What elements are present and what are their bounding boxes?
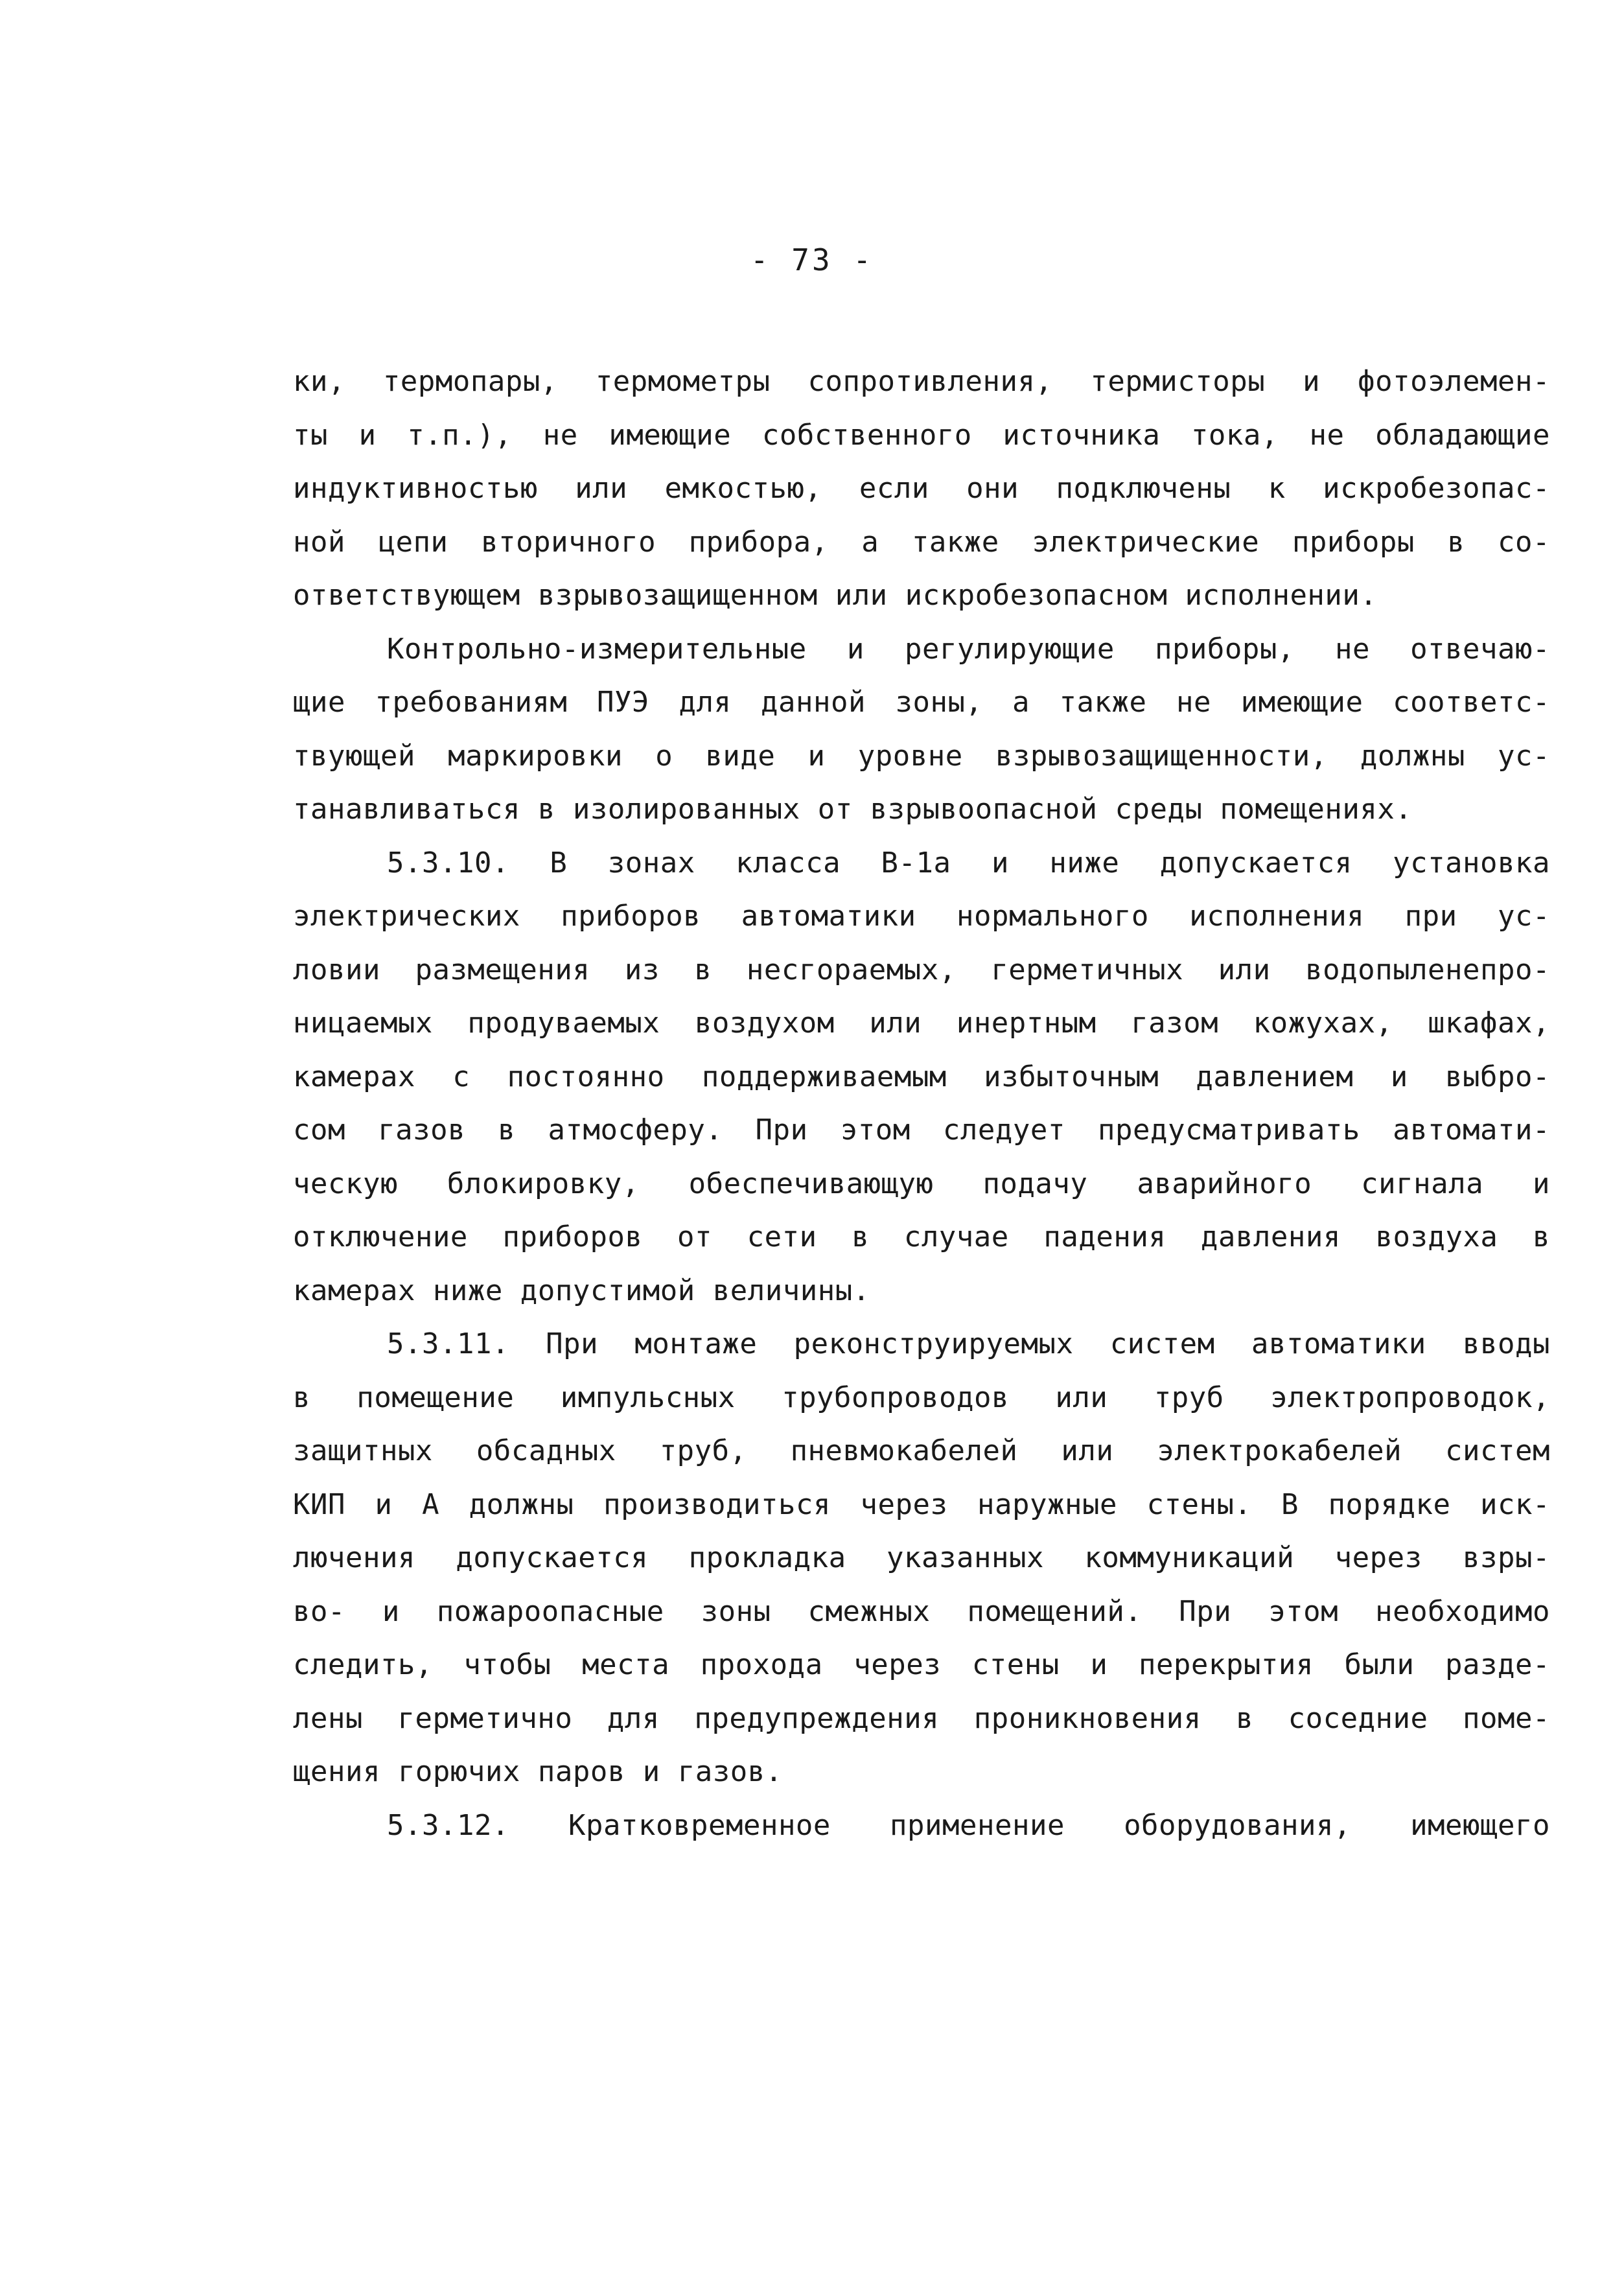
text-line: лены герметично для предупреждения проникновения в соседние поме- [293,1701,1550,1735]
text-line: щения горючих паров и газов. [293,1755,783,1788]
text-line: во- и пожароопасные зоны смежных помещений. При этом необходимо [293,1594,1550,1628]
text-line: ной цепи вторичного прибора, а также электрические приборы в со- [293,525,1550,559]
text-line: ческую блокировку, обеспечивающую подачу аварийного сигнала и [293,1167,1550,1200]
text-line: камерах ниже допустимой величины. [293,1274,870,1307]
text-line: следить, чтобы места прохода через стены и перекрытия были разде- [293,1648,1550,1681]
text-line: щие требованиям ПУЭ для данной зоны, а также не имеющие соответс- [293,686,1550,719]
text-line: электрических приборов автоматики нормального исполнения при ус- [293,900,1550,933]
body-text [293,355,1550,1852]
text-line: защитных обсадных труб, пневмокабелей или электрокабелей систем [293,1434,1550,1467]
page-number: - 73 - [750,242,874,277]
paragraph-start-line: 5.3.10. В зонах класса В-1а и ниже допускается установка [387,846,1550,880]
text-line: камерах с постоянно поддерживаемым избыточным давлением и выбро- [293,1060,1550,1093]
text-line: твующей маркировки о виде и уровне взрывозащищенности, должны ус- [293,739,1550,773]
text-line: сом газов в атмосферу. При этом следует предусматривать автомати- [293,1113,1550,1147]
text-line: ответствующем взрывозащищенном или искробезопасном исполнении. [293,579,1378,612]
text-line: танавливаться в изолированных от взрывоопасной среды помещениях. [293,793,1413,826]
text-line: КИП и А должны производиться через наружные стены. В порядке иск- [293,1487,1550,1521]
text-line: в помещение импульсных трубопроводов или труб электропроводок, [293,1381,1550,1414]
text-line: отключение приборов от сети в случае падения давления воздуха в [293,1220,1550,1253]
text-line: индуктивностью или емкостью, если они подключены к искробезопас- [293,472,1550,505]
paragraph-start-line: 5.3.11. При монтаже реконструируемых систем автоматики вводы [387,1327,1550,1360]
text-line: лючения допускается прокладка указанных коммуникаций через взры- [293,1541,1550,1574]
text-line: ки, термопары, термометры сопротивления, термисторы и фотоэлемен- [293,365,1550,398]
text-line: ловии размещения из в несгораемых, герметичных или водопыленепро- [293,953,1550,986]
text-line: ницаемых продуваемых воздухом или инертным газом кожухах, шкафах, [293,1007,1550,1040]
text-line: ты и т.п.), не имеющие собственного источника тока, не обладающие [293,418,1550,452]
paragraph-start-line: Контрольно-измерительные и регулирующие приборы, не отвечаю- [387,632,1550,666]
paragraph-start-line: 5.3.12. Кратковременное применение оборудования, имеющего [387,1808,1550,1842]
